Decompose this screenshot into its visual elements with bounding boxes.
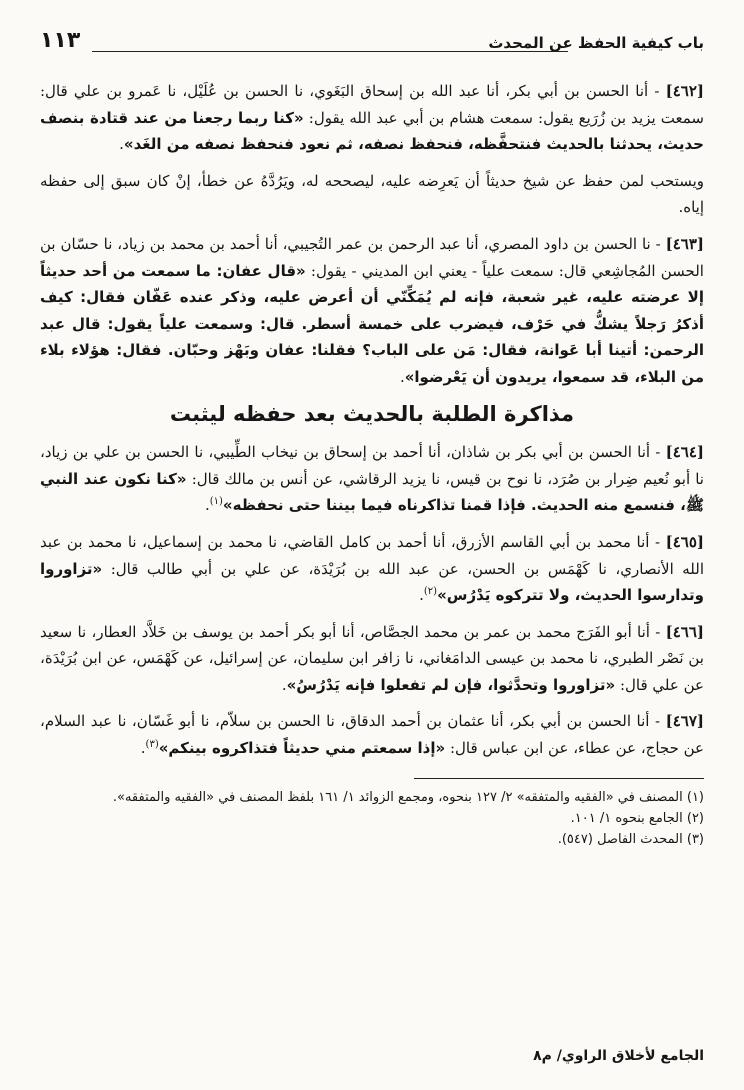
note-text: ويستحب لمن حفظ عن شيخ حديثاً أن يَعرِضه عليه، ليصححه له، ويَرُدَّهُ عن خطأ، إنْ كان سبق إلى حفظه إياه. <box>40 171 704 217</box>
paragraph-467 <box>40 708 704 761</box>
hadith-number: [٤٦٤] <box>665 443 704 462</box>
footnote-rule <box>414 778 704 779</box>
footnote-ref: (١) <box>209 496 223 508</box>
isnad-text: - أنا الحسن بن أبي بكر، أنا عثمان بن أحمد الدقاق، نا الحسن بن سلاّم، نا أبو غَسّان، نا عبد السلام، عن حجاج، عن عطاء، عن ابن عباس قال: <box>40 712 704 758</box>
footnotes <box>40 787 704 850</box>
paragraph-end: . <box>399 367 405 386</box>
paragraph-end: . <box>119 135 124 154</box>
section-heading: مذاكرة الطلبة بالحديث بعد حفظه ليثبت <box>169 401 575 426</box>
hadith-number: [٤٦٣] <box>665 234 704 253</box>
page <box>40 28 704 850</box>
paragraph-463 <box>40 231 704 391</box>
hadith-number: [٤٦٥] <box>665 532 704 551</box>
isnad-text: - أنا الحسن بن أبي بكر، أنا عبد الله بن إسحاق البَغَوي، نا الحسن بن عُلَيْل، نا عَمرو بن علي قال: سمعت يزيد بن زُرَيع يقول: سمعت هشام بن أبي عبد الله يقول: <box>40 82 704 127</box>
isnad-text: - أنا الحسن بن أبي بكر بن شاذان، أنا أحمد بن إسحاق بن نيخاب الطِّيبي، نا الحسن بن علي بن زياد، نا أبو نُعيم ضِرار بن صُرَد، نا نوح بن قيس، نا يزيد الرقاشي، عن أنس بن مالك قال: <box>40 443 704 488</box>
hadith-number: [٤٦٧] <box>665 712 704 731</box>
footnote-ref: (٢) <box>423 586 438 598</box>
paragraph-end: . <box>419 586 424 605</box>
footnote-2: (٢) الجامع بنحوه ١/ ١٠١. <box>570 810 704 826</box>
paragraph-462 <box>40 78 704 158</box>
chapter-title: باب كيفية الحفظ عن المحدث <box>488 34 704 52</box>
footnote-ref: (٣) <box>145 739 159 751</box>
paragraph-465 <box>40 529 704 609</box>
page-number: ١١٣ <box>40 28 81 53</box>
quote-text: «قال عفان: ما سمعت من أحد حديثاً إلا عرضته عليه، غير شعبة، فإنه لم يُمَكِّنّي أن أعرض عليه، وذكر عنده عَفّان فقال: كيف أذكرُ رَجلاً يشكُّ في حَرْف، فيضرب على خمسة أسطر. قال: وسمعت علياً يقول: قال عبد الرحمن: أتينا أبا عَوانة، فقال: مَن على الباب؟ فقلنا: عفان وبَهْز وحبّان. فقال: هؤلاء بلاء من البلاء، قد سمعوا، يريدون أن يَعْرضوا» <box>40 261 704 386</box>
footnote-1: (١) المصنف في «الفقيه والمتفقه» ٢/ ١٢٧ بنحوه، ومجمع الزوائد ١/ ١٦١ بلفظ المصنف في «الفقيه والمتفقه». <box>112 789 704 805</box>
paragraph-note <box>40 168 704 221</box>
page-header <box>40 28 704 58</box>
paragraph-end: . <box>204 496 210 515</box>
paragraph-end: . <box>140 739 146 758</box>
main-text <box>40 78 704 850</box>
hadith-number: [٤٦٢] <box>665 82 704 100</box>
page-footer: الجامع لأخلاق الراوي/ م٨ <box>533 1048 704 1064</box>
paragraph-464 <box>40 439 704 519</box>
quote-text: «تزاوروا وتحدَّثوا، فإن لم تفعلوا فإنه يَدْرُسُ» <box>286 675 616 694</box>
footnote-3: (٣) المحدث الفاصل (٥٤٧). <box>557 831 704 847</box>
hadith-number: [٤٦٦] <box>665 622 704 641</box>
paragraph-466 <box>40 619 704 699</box>
isnad-text: - نا الحسن بن داود المصري، أنا عبد الرحمن بن عمر التُجيبي، أنا أحمد بن محمد بن زياد، نا حسّان بن الحسن المُجاشِعي قال: سمعت علياً - يعني ابن المديني - يقول: <box>40 234 704 280</box>
quote-text: «كنا نكون عند النبي ﷺ، فنسمع منه الحديث. فإذا قمنا تذاكرناه فيما بيننا حتى نحفظه» <box>40 469 704 515</box>
quote-text: «إذا سمعتم مني حديثاً فتذاكروه بينكم» <box>158 739 446 758</box>
paragraph-end: . <box>281 675 287 694</box>
quote-text: «كنا ربما رجعنا من عند قتادة بنصف حديث، يحدثنا بالحديث فنتحفَّظه، فنحفظ نصفه، ثم نعود فنحفظ نصفه من الغَد» <box>40 108 704 154</box>
quote-text: «تزاوروا وتدارسوا الحديث، ولا تتركوه يَدْرُس» <box>40 559 704 605</box>
isnad-text: - أنا أبو الفَرَج محمد بن عمر بن محمد الجصَّاص، أنا أبو بكر أحمد بن يوسف بن خَلاَّد العطار، نا سعيد بن نَصْر الطبري، نا محمد بن عيسى الدامَغاني، نا زافر ابن سليمان، عن إسرائيل، عن كَهْمَس، عن ابن بُرَيْدَة، عن علي قال: <box>40 622 704 694</box>
header-rule <box>92 51 568 52</box>
isnad-text: - أنا محمد بن أبي القاسم الأزرق، أنا أحمد بن كامل القاضي، نا محمد بن إسماعيل، نا محمد بن عبد الله الأنصاري، نا كَهْمَس بن الحسن، عن عبد الله بن بُرَيْدَة، عن علي بن أبي طالب قال: <box>40 532 704 578</box>
